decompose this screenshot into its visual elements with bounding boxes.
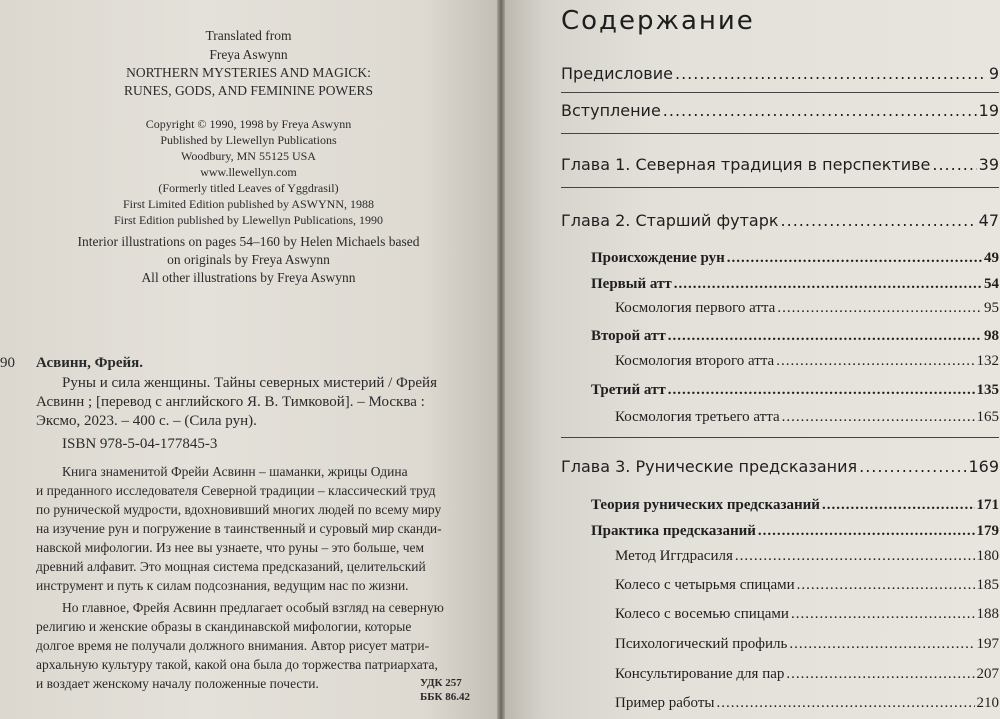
toc-entry-label: Глава 2. Старший футарк [561,211,779,230]
toc-entry [561,211,999,230]
annotation-p1-line-5: навской мифологии. Из нее вы узнаете, что руны – это больше, чем [36,540,425,555]
toc-entry [561,155,999,174]
annotation-p1-line-7: инструмент и путь к силам подсознания, ведущим нас по жизни. [36,578,409,593]
toc-leader [822,497,975,514]
toc-entry-page: 165 [976,409,999,425]
annotation-p1-line-1: Книга знаменитой Фрейи Асвинн – шаманки, жрицы Одина [62,464,408,479]
toc-entry [561,101,999,120]
toc-entry [615,548,999,565]
toc-entry-label: Пример работы [615,695,715,711]
translated-from: Translated from [205,28,292,43]
toc-leader [797,577,975,594]
toc-divider [561,92,999,93]
toc-entry-label: Второй атт [591,328,666,344]
toc-entry-page: 135 [976,382,999,398]
toc-entry-page: 188 [976,606,999,622]
toc-entry-label: Глава 3. Рунические предсказания [561,457,858,476]
toc-divider [561,133,999,134]
book-gutter [497,0,505,719]
toc-entry-page: 47 [978,211,999,230]
illustrations-line-1: Interior illustrations on pages 54–160 by Helen Michaels based [77,234,420,249]
toc-divider [561,187,999,188]
toc-entry [615,577,999,594]
toc-entry [615,636,999,653]
toc-entry-page: 49 [984,250,999,266]
copyright-line: Copyright © 1990, 1998 by Freya Aswynn [145,117,352,131]
toc-entry-page: 19 [978,101,999,120]
toc-entry-label: Первый атт [591,276,672,292]
toc-entry-page: 185 [976,577,999,593]
toc-leader [786,666,974,683]
toc-entry-page: 132 [976,353,999,369]
toc-leader [859,457,966,476]
illustrations-line-2: on originals by Freya Aswynn [167,252,330,267]
toc-entry-page: 54 [984,276,999,292]
toc-leader [663,101,977,120]
toc-entry [615,353,999,370]
toc-entry [561,457,999,476]
publisher-website: www.llewellyn.com [200,165,297,179]
toc-entry [591,523,999,540]
toc-entry [615,409,999,426]
toc-entry-label: Практика предсказаний [591,523,756,539]
toc-entry-label: Колесо с четырьмя спицами [615,577,795,593]
first-limited-edition: First Limited Edition published by ASWYNN, 1988 [123,197,374,211]
toc-leader [675,64,987,83]
toc-leader [791,606,975,623]
toc-entry-label: Колесо с восемью спицами [615,606,789,622]
toc-entry-label: Космология третьего атта [615,409,780,425]
toc-entry-label: Психологический профиль [615,636,788,652]
toc-entry-page: 98 [984,328,999,344]
toc-entry-label: Происхождение рун [591,250,725,266]
toc-entry [591,382,999,399]
toc-entry-label: Консультирование для пар [615,666,785,682]
toc-leader [781,211,977,230]
toc-leader [776,353,974,370]
formerly-titled: (Formerly titled Leaves of Yggdrasil) [158,181,339,195]
toc-entry-page: 197 [976,636,999,652]
toc-entry-page: 95 [984,300,999,316]
publisher-line: Published by Llewellyn Publications [160,133,337,147]
catalog-line-2: Асвинн ; [перевод с английского Я. В. Тимковой]. – Москва : [36,394,425,410]
annotation-p2-line-5: и воздает женскому началу положенные почести. [36,676,319,691]
annotation-p2-line-1: Но главное, Фрейя Асвинн предлагает особый взгляд на северную [62,600,444,615]
annotation-p2-line-4: архальную культуру такой, какой она была до торжества патриархата, [36,657,438,672]
margin-code: 90 [0,355,15,371]
toc-entry [615,300,999,317]
toc-divider [561,437,999,438]
original-title-line-1: NORTHERN MYSTERIES AND MAGICK: [126,65,371,80]
toc-leader [932,155,976,174]
toc-entry-label: Третий атт [591,382,666,398]
catalog-author-heading: Асвинн, Фрейя. [36,355,144,371]
toc-entry [591,250,999,267]
annotation-p1-line-6: древний алфавит. Это мощная система предсказаний, целительский [36,559,426,574]
toc-leader [668,328,982,345]
toc-leader [727,250,982,267]
toc-entry-label: Космология второго атта [615,353,775,369]
first-edition: First Edition published by Llewellyn Publications, 1990 [114,213,383,227]
toc-leader [717,695,975,712]
toc-entry [591,276,999,293]
annotation-p1-line-3: по рунической мудрости, вдохновивший многих людей по всему миру [36,502,442,517]
toc-entry-label: Космология первого атта [615,300,776,316]
left-page [0,0,497,719]
toc-entry [561,64,999,83]
annotation-p1-line-4: на изучение рун и погружение в таинственный и суровый мир сканди- [36,521,442,536]
catalog-line-1: Руны и сила женщины. Тайны северных мистерий / Фрейя [62,375,437,391]
toc-leader [758,523,975,540]
right-page [505,0,1000,719]
publisher-address: Woodbury, MN 55125 USA [181,149,316,163]
toc-leader [668,382,975,399]
toc-leader [782,409,975,426]
toc-entry-label: Вступление [561,101,661,120]
toc-entry-label: Теория рунических предсказаний [591,497,820,513]
toc-entry-page: 169 [968,457,999,476]
toc-entry-page: 207 [976,666,999,682]
toc-entry-label: Глава 1. Северная традиция в перспективе [561,155,931,174]
bbk-code: ББК 86.42 [420,691,471,703]
annotation-p2-line-2: религию и женские образы в скандинавской мифологии, которые [36,619,412,634]
toc-entry-page: 179 [976,523,999,539]
original-title-line-2: RUNES, GODS, AND FEMININE POWERS [123,83,374,98]
toc-entry-label: Предисловие [561,64,673,83]
toc-entry-page: 39 [978,155,999,174]
catalog-line-3: Эксмо, 2023. – 400 с. – (Сила рун). [36,413,257,429]
toc-entry [591,328,999,345]
annotation-p1-line-2: и преданного исследователя Северной традиции – классический труд [36,483,436,498]
toc-entry-page: 9 [988,64,999,83]
original-author: Freya Aswynn [209,47,288,62]
toc-entry-page: 210 [976,695,999,711]
toc-entry-page: 180 [976,548,999,564]
toc-entry [615,606,999,623]
toc-leader [777,300,982,317]
toc-leader [735,548,975,565]
toc-entry [615,666,999,683]
illustrations-line-3: All other illustrations by Freya Aswynn [141,270,356,285]
toc-entry [615,695,999,712]
isbn: ISBN 978-5-04-177845-3 [62,436,218,452]
toc-entry [591,497,999,514]
toc-leader [789,636,974,653]
toc-leader [674,276,982,293]
toc-entry-page: 171 [976,497,999,513]
udk-code: УДК 257 [420,677,462,689]
toc-entry-label: Метод Иггдрасиля [615,548,733,564]
toc-title: Содержание [561,6,755,36]
annotation-p2-line-3: долгое время не получали должного внимания. Автор рисует матри- [36,638,430,653]
